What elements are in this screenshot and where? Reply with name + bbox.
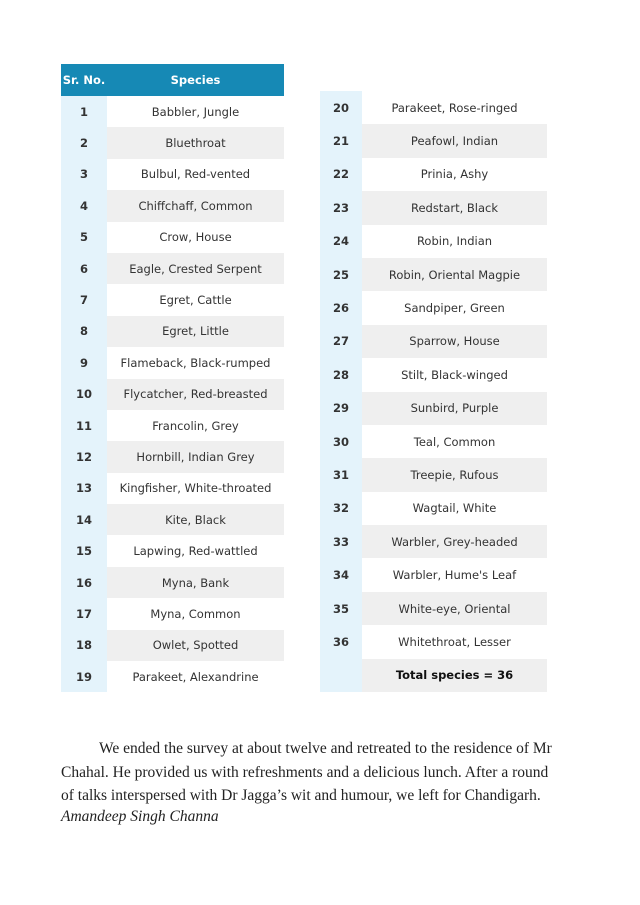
- species-cell: Robin, Indian: [362, 225, 547, 258]
- table-row: [61, 159, 284, 190]
- sr-no-cell: 3: [61, 159, 107, 190]
- species-cell: Bluethroat: [107, 127, 284, 158]
- species-cell: Robin, Oriental Magpie: [362, 258, 547, 291]
- table-row: [320, 225, 547, 258]
- table-row: [320, 525, 547, 558]
- species-cell: Prinia, Ashy: [362, 158, 547, 191]
- table-row: [320, 258, 547, 291]
- sr-no-cell: 36: [320, 625, 362, 658]
- total-row: [320, 659, 547, 692]
- species-cell: Bulbul, Red-vented: [107, 159, 284, 190]
- sr-no-cell: 19: [61, 661, 107, 692]
- species-cell: Teal, Common: [362, 425, 547, 458]
- species-cell: Sandpiper, Green: [362, 291, 547, 324]
- species-cell: Owlet, Spotted: [107, 630, 284, 661]
- species-cell: Treepie, Rufous: [362, 458, 547, 491]
- table-row: [61, 284, 284, 315]
- sr-no-cell: 27: [320, 325, 362, 358]
- total-sr-cell: [320, 659, 362, 692]
- sr-no-cell: 32: [320, 492, 362, 525]
- table-row: [61, 630, 284, 661]
- table-row: [61, 473, 284, 504]
- table-row: [61, 222, 284, 253]
- sr-no-cell: 15: [61, 535, 107, 566]
- sr-no-cell: 14: [61, 504, 107, 535]
- sr-no-cell: 28: [320, 358, 362, 391]
- species-cell: Myna, Bank: [107, 567, 284, 598]
- species-cell: Parakeet, Rose-ringed: [362, 91, 547, 124]
- total-species: Total species = 36: [362, 659, 547, 692]
- sr-no-cell: 2: [61, 127, 107, 158]
- table-row: [61, 253, 284, 284]
- table-row: [320, 325, 547, 358]
- species-cell: Hornbill, Indian Grey: [107, 441, 284, 472]
- species-cell: White-eye, Oriental: [362, 592, 547, 625]
- species-cell: Chiffchaff, Common: [107, 190, 284, 221]
- sr-no-cell: 1: [61, 96, 107, 127]
- table-row: [320, 458, 547, 491]
- species-cell: Flycatcher, Red-breasted: [107, 379, 284, 410]
- table-row: [320, 592, 547, 625]
- table-row: [320, 392, 547, 425]
- species-cell: Flameback, Black-rumped: [107, 347, 284, 378]
- species-cell: Francolin, Grey: [107, 410, 284, 441]
- table-row: [61, 190, 284, 221]
- sr-no-cell: 16: [61, 567, 107, 598]
- species-cell: Sunbird, Purple: [362, 392, 547, 425]
- table-row: [320, 191, 547, 224]
- species-cell: Warbler, Hume's Leaf: [362, 558, 547, 591]
- author-signature: Amandeep Singh Channa: [61, 808, 219, 825]
- sr-no-cell: 8: [61, 316, 107, 347]
- species-cell: Redstart, Black: [362, 191, 547, 224]
- species-cell: Wagtail, White: [362, 492, 547, 525]
- species-cell: Sparrow, House: [362, 325, 547, 358]
- species-cell: Crow, House: [107, 222, 284, 253]
- table-row: [320, 425, 547, 458]
- table-row: [320, 91, 547, 124]
- sr-no-cell: 4: [61, 190, 107, 221]
- sr-no-cell: 31: [320, 458, 362, 491]
- sr-no-cell: 13: [61, 473, 107, 504]
- header-sr-no: Sr. No.: [61, 64, 107, 96]
- table-row: [320, 558, 547, 591]
- sr-no-cell: 5: [61, 222, 107, 253]
- table-row: [320, 158, 547, 191]
- table-row: [61, 410, 284, 441]
- table-row: [320, 492, 547, 525]
- sr-no-cell: 24: [320, 225, 362, 258]
- table-row: [61, 127, 284, 158]
- table-row: [61, 535, 284, 566]
- sr-no-cell: 35: [320, 592, 362, 625]
- table-row: [61, 598, 284, 629]
- species-cell: Warbler, Grey-headed: [362, 525, 547, 558]
- species-cell: Stilt, Black-winged: [362, 358, 547, 391]
- table-row: [320, 291, 547, 324]
- sr-no-cell: 34: [320, 558, 362, 591]
- sr-no-cell: 22: [320, 158, 362, 191]
- species-cell: Peafowl, Indian: [362, 124, 547, 157]
- species-cell: Lapwing, Red-wattled: [107, 535, 284, 566]
- table-row: [320, 625, 547, 658]
- sr-no-cell: 33: [320, 525, 362, 558]
- table-row: [61, 347, 284, 378]
- table-row: [61, 567, 284, 598]
- closing-paragraph: We ended the survey at about twelve and retreated to the residence of Mr Chahal. He provided us with refreshments and a delicious lunch. After a round of talks interspersed with Dr Jagga’s wit and humour, we left for Chandigarh.: [61, 740, 552, 804]
- sr-no-cell: 30: [320, 425, 362, 458]
- sr-no-cell: 21: [320, 124, 362, 157]
- sr-no-cell: 12: [61, 441, 107, 472]
- species-cell: Kingfisher, White-throated: [107, 473, 284, 504]
- species-table-right: [320, 91, 547, 692]
- table-row: [61, 504, 284, 535]
- sr-no-cell: 7: [61, 284, 107, 315]
- table-row: [61, 441, 284, 472]
- table-row: [61, 316, 284, 347]
- table-row: [320, 358, 547, 391]
- sr-no-cell: 23: [320, 191, 362, 224]
- sr-no-cell: 17: [61, 598, 107, 629]
- table-row: [61, 661, 284, 692]
- species-cell: Kite, Black: [107, 504, 284, 535]
- species-cell: Egret, Little: [107, 316, 284, 347]
- sr-no-cell: 29: [320, 392, 362, 425]
- sr-no-cell: 9: [61, 347, 107, 378]
- species-table-left: [61, 64, 284, 692]
- table-row: [320, 124, 547, 157]
- sr-no-cell: 6: [61, 253, 107, 284]
- sr-no-cell: 18: [61, 630, 107, 661]
- sr-no-cell: 10: [61, 379, 107, 410]
- table-row: [61, 96, 284, 127]
- species-cell: Eagle, Crested Serpent: [107, 253, 284, 284]
- sr-no-cell: 25: [320, 258, 362, 291]
- species-cell: Egret, Cattle: [107, 284, 284, 315]
- species-cell: Whitethroat, Lesser: [362, 625, 547, 658]
- table-row: [61, 379, 284, 410]
- header-species: Species: [107, 64, 284, 96]
- species-cell: Parakeet, Alexandrine: [107, 661, 284, 692]
- sr-no-cell: 20: [320, 91, 362, 124]
- species-cell: Myna, Common: [107, 598, 284, 629]
- species-cell: Babbler, Jungle: [107, 96, 284, 127]
- sr-no-cell: 26: [320, 291, 362, 324]
- sr-no-cell: 11: [61, 410, 107, 441]
